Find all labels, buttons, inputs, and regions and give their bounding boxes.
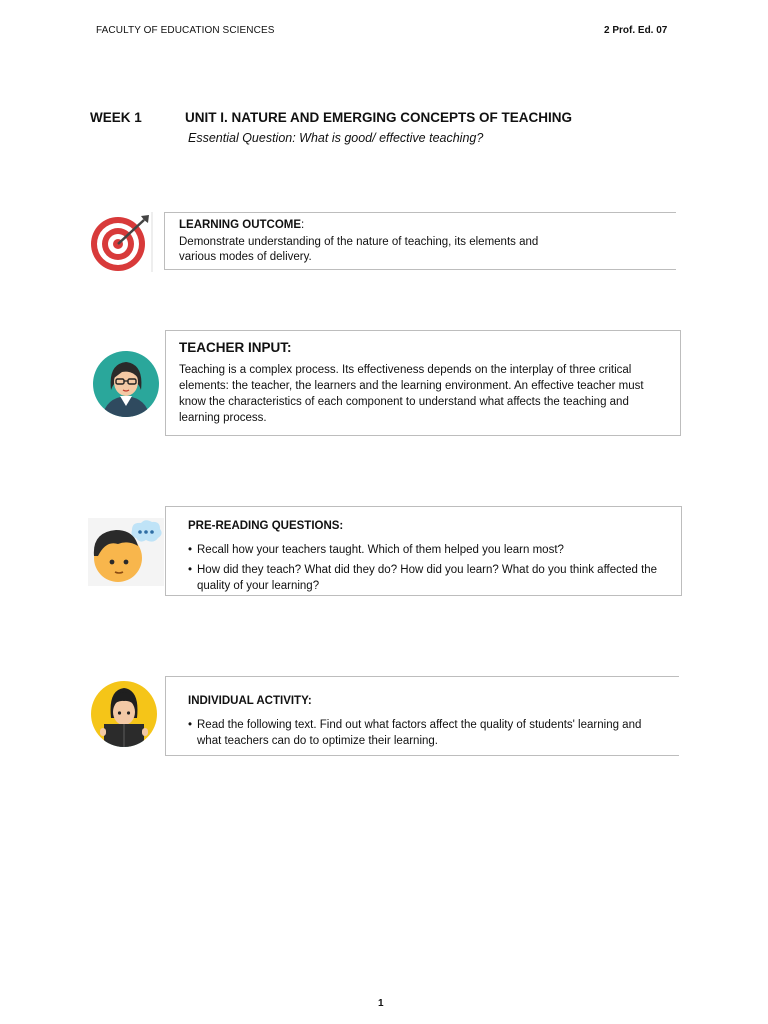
faculty-header: FACULTY OF EDUCATION SCIENCES	[96, 25, 275, 36]
target-icon	[86, 212, 154, 272]
pre-reading-title: PRE-READING QUESTIONS:	[188, 520, 344, 532]
teacher-input-box	[165, 330, 681, 436]
teacher-input-text: Teaching is a complex process. Its effectiveness depends on the interplay of three critical elements: the teacher, the learners and the learning environment. An effective teacher must know the characteristics of each component to understand what affects the teaching and learning process.	[179, 364, 644, 424]
pre-reading-box	[165, 506, 682, 596]
page-number: 1	[378, 998, 384, 1009]
individual-activity-title: INDIVIDUAL ACTIVITY:	[188, 695, 312, 707]
unit-title: UNIT I. NATURE AND EMERGING CONCEPTS OF TEACHING	[185, 110, 573, 125]
teacher-avatar-icon	[92, 350, 160, 418]
pre-reading-question: • Recall how your teachers taught. Which of them helped you learn most?	[188, 544, 564, 556]
individual-activity-box	[165, 676, 679, 756]
pre-reading-question: • How did they teach? What did they do? How did you learn? What do you think affected the quality of your learning?	[188, 564, 658, 592]
reading-student-icon	[90, 678, 158, 750]
essential-question: Essential Question: What is good/ effective teaching?	[188, 131, 484, 145]
course-code: 2 Prof. Ed. 07	[604, 25, 668, 36]
week-label: WEEK 1	[90, 110, 142, 125]
thinking-student-icon	[88, 518, 164, 586]
teacher-input-title: TEACHER INPUT:	[179, 340, 292, 355]
learning-outcome-box	[164, 212, 676, 270]
individual-activity-instruction: • Read the following text. Find out what factors affect the quality of students' learning and what teachers can do to optimize their learning.	[188, 719, 642, 747]
learning-outcome-title: LEARNING OUTCOME:	[179, 219, 305, 231]
learning-outcome-text: Demonstrate understanding of the nature of teaching, its elements and various modes of delivery.	[179, 236, 539, 263]
